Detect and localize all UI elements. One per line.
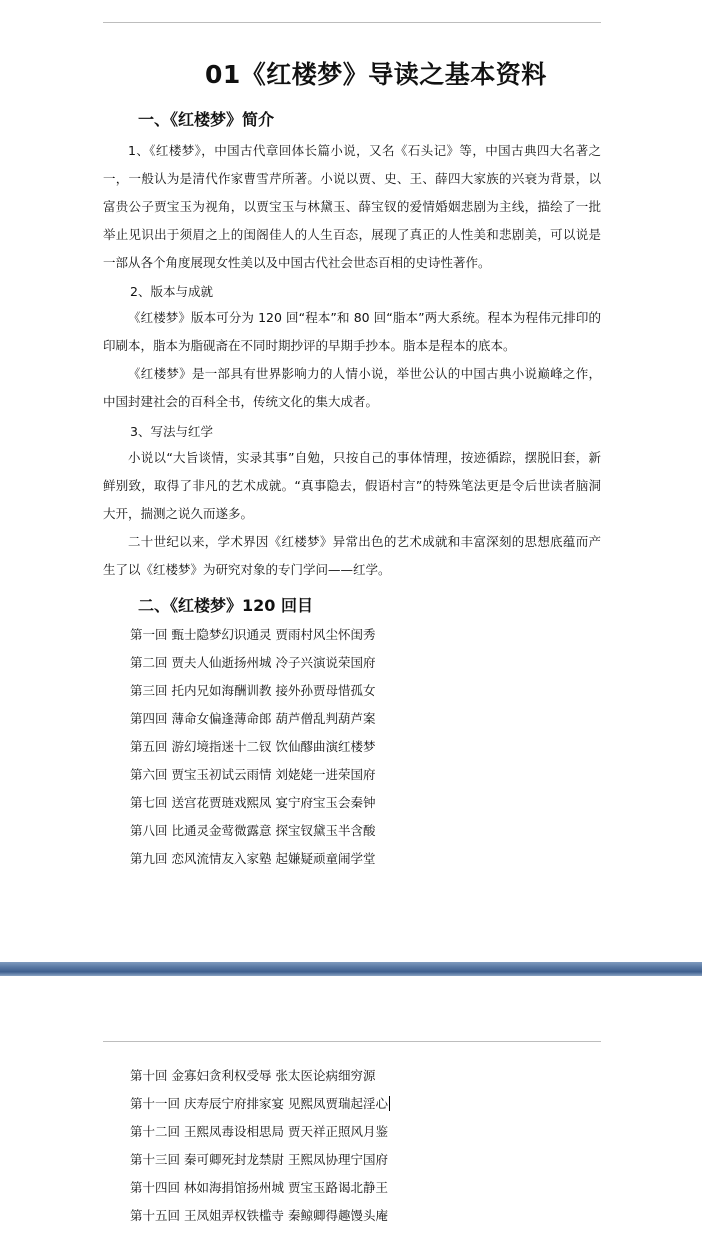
page-top-rule: [103, 1041, 601, 1042]
document-page-2: [0, 976, 702, 1236]
chapter-item[interactable]: 第八回 比通灵金莺微露意 探宝钗黛玉半含酸: [130, 823, 376, 838]
paragraph-versions[interactable]: 《红楼梦》版本可分为 120 回“程本”和 80 回“脂本”两大系统。程本为程伟元排印的印刷本，脂本为脂砚斋在不同时期抄评的早期手抄本。脂本是程本的底本。: [103, 310, 601, 353]
chapter-item[interactable]: 第九回 恋风流情友入家塾 起嫌疑顽童闹学堂: [130, 851, 376, 866]
page-separator: [0, 962, 702, 976]
paragraph-achievements[interactable]: 《红楼梦》是一部具有世界影响力的人情小说，举世公认的中国古典小说巅峰之作，中国封建社会的百科全书，传统文化的集大成者。: [103, 366, 601, 409]
chapter-item-with-cursor[interactable]: [130, 1090, 390, 1118]
chapter-item[interactable]: 第十回 金寡妇贪利权受辱 张太医论病细穷源: [130, 1068, 376, 1083]
paragraph-introduction[interactable]: 1、《红楼梦》，中国古代章回体长篇小说，又名《石头记》等，中国古典四大名著之一，一般认为是清代作家曹雪芹所著。小说以贾、史、王、薛四大家族的兴衰为背景，以富贵公子贾宝玉为视角，以贾宝玉与林黛玉、薛宝钗的爱情婚姻悲剧为主线，描绘了一批举止见识出于须眉之上的闺阁佳人的人生百态，展现了真正的人性美和悲剧美，可以说是一部从各个角度展现女性美以及中国古代社会世态百相的史诗性著作。: [103, 143, 601, 270]
chapter-item[interactable]: 第十三回 秦可卿死封龙禁尉 王熙凤协理宁国府: [130, 1152, 388, 1167]
paragraph-redology[interactable]: 二十世纪以来，学术界因《红楼梦》异常出色的艺术成就和丰富深刻的思想底蕴而产生了以《红楼梦》为研究对象的专门学问——红学。: [103, 534, 601, 577]
paragraph-writing-style[interactable]: 小说以“大旨谈情，实录其事”自勉，只按自己的事体情理，按迹循踪，摆脱旧套，新鲜别致，取得了非凡的艺术成就。“真事隐去，假语村言”的特殊笔法更是令后世读者脑洞大开，揣测之说久而遂多。: [103, 450, 601, 521]
chapter-item[interactable]: 第十五回 王凤姐弄权铁槛寺 秦鲸卿得趣馒头庵: [130, 1208, 388, 1223]
chapter-list-page-2: [130, 1062, 390, 1230]
chapter-item[interactable]: 第十二回 王熙凤毒设相思局 贾天祥正照风月鉴: [130, 1124, 388, 1139]
page-top-rule: [103, 22, 601, 23]
chapter-item[interactable]: 第一回 甄士隐梦幻识通灵 贾雨村风尘怀闺秀: [130, 627, 376, 642]
subheading-writing-redology[interactable]: 3、写法与红学: [130, 424, 213, 439]
chapter-item[interactable]: 第四回 薄命女偏逢薄命郎 葫芦僧乱判葫芦案: [130, 711, 376, 726]
document-title[interactable]: 01《红楼梦》导读之基本资料: [205, 60, 547, 89]
chapter-item[interactable]: 第七回 送宫花贾琏戏熙凤 宴宁府宝玉会秦钟: [130, 795, 376, 810]
chapter-list-page-1: [130, 621, 375, 873]
chapter-item[interactable]: 第三回 托内兄如海酬训教 接外孙贾母惜孤女: [130, 683, 376, 698]
subheading-versions[interactable]: 2、版本与成就: [130, 284, 213, 299]
chapter-item-text[interactable]: 第十一回 庆寿辰宁府排家宴 见熙凤贾瑞起淫心: [130, 1096, 388, 1111]
chapter-item[interactable]: 第六回 贾宝玉初试云雨情 刘姥姥一进荣国府: [130, 767, 376, 782]
text-cursor: [389, 1096, 390, 1111]
chapter-item[interactable]: 第十四回 林如海捐馆扬州城 贾宝玉路谒北静王: [130, 1180, 388, 1195]
section-heading-chapters[interactable]: 二、《红楼梦》120 回目: [138, 596, 313, 615]
chapter-item[interactable]: 第五回 游幻境指迷十二钗 饮仙醪曲演红楼梦: [130, 739, 376, 754]
section-heading-introduction[interactable]: 一、《红楼梦》简介: [138, 110, 275, 129]
chapter-item[interactable]: 第二回 贾夫人仙逝扬州城 冷子兴演说荣国府: [130, 655, 376, 670]
